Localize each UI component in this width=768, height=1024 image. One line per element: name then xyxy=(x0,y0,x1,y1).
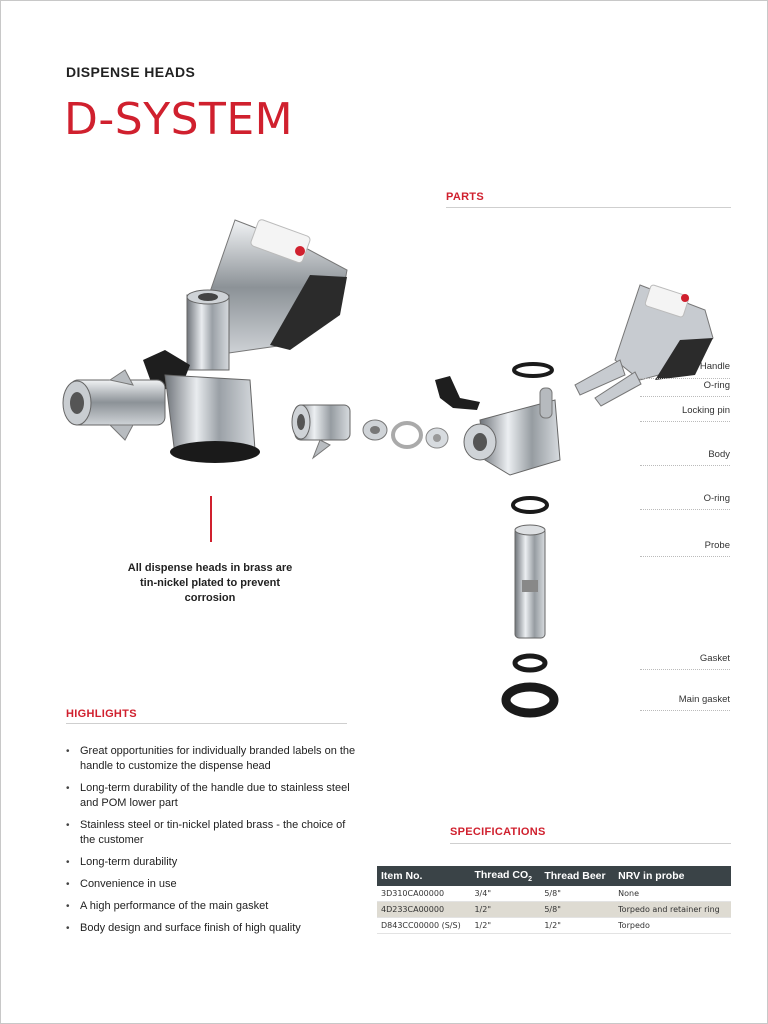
part-label-main-gasket: Main gasket xyxy=(678,694,730,705)
table-row xyxy=(377,902,731,918)
specifications-rule xyxy=(450,843,731,844)
plating-caption: All dispense heads in brass are tin-nickel plated to prevent corrosion xyxy=(127,562,293,604)
cell-thread-co2: 3/4" xyxy=(470,886,540,902)
section-kicker: DISPENSE HEADS xyxy=(66,64,196,80)
highlight-item: • Convenience in use xyxy=(66,877,356,892)
cell-thread-beer: 5/8" xyxy=(540,902,614,918)
col-thread-beer: Thread Beer xyxy=(540,866,614,886)
parts-rule xyxy=(446,207,731,208)
cell-thread-beer: 5/8" xyxy=(540,886,614,902)
cell-nrv: Torpedo xyxy=(614,918,731,934)
col-item-no: Item No. xyxy=(377,866,470,886)
leader-line-handle xyxy=(640,378,730,379)
table-row xyxy=(377,918,731,934)
leader-line-main-gasket xyxy=(640,710,730,711)
specifications-heading: SPECIFICATIONS xyxy=(450,826,546,838)
cell-thread-co2: 1/2" xyxy=(470,918,540,934)
leader-line-locking-pin xyxy=(640,421,730,422)
cell-item-no: 4D233CA00000 xyxy=(377,902,470,918)
highlight-item: • A high performance of the main gasket xyxy=(66,899,356,914)
part-label-handle: Handle xyxy=(699,361,730,372)
leader-line-o-ring-lower xyxy=(640,509,730,510)
cell-item-no: D843CC00000 (S/S) xyxy=(377,918,470,934)
highlight-item: • Long-term durability xyxy=(66,855,356,870)
table-row xyxy=(377,886,731,902)
highlight-item: • Great opportunities for individually branded labels on the handle to customize the dispense head xyxy=(66,744,356,774)
leader-line-gasket xyxy=(640,669,730,670)
col-thread-co2: Thread $CO_2$ xyxy=(470,866,540,886)
highlights-heading: HIGHLIGHTS xyxy=(66,708,137,720)
highlight-item: • Body design and surface finish of high quality xyxy=(66,921,356,936)
page-title: D-SYSTEM xyxy=(64,94,294,145)
part-label-o-ring-upper: O-ring xyxy=(703,380,730,391)
leader-line-body xyxy=(640,465,730,466)
cell-nrv: Torpedo and retainer ring xyxy=(614,902,731,918)
specifications-table xyxy=(377,866,731,934)
part-label-body: Body xyxy=(708,449,730,460)
part-label-o-ring-lower: O-ring xyxy=(703,493,730,504)
highlight-item: • Stainless steel or tin-nickel plated brass - the choice of the customer xyxy=(66,818,356,848)
parts-heading: PARTS xyxy=(446,191,484,203)
part-label-probe: Probe xyxy=(704,540,730,551)
table-header-row xyxy=(377,866,731,886)
cell-thread-beer: 1/2" xyxy=(540,918,614,934)
cell-thread-co2: 1/2" xyxy=(470,902,540,918)
highlights-list xyxy=(66,744,356,943)
caption-accent-bar xyxy=(210,496,212,542)
cell-nrv: None xyxy=(614,886,731,902)
col-nrv-in-probe: NRV in probe xyxy=(614,866,731,886)
highlights-rule xyxy=(66,723,347,724)
leader-line-o-ring-upper xyxy=(640,396,730,397)
part-label-locking-pin: Locking pin xyxy=(681,405,730,416)
exploded-parts-illustration xyxy=(285,280,725,720)
part-label-gasket: Gasket xyxy=(699,653,730,664)
leader-line-probe xyxy=(640,556,730,557)
highlight-item: • Long-term durability of the handle due to stainless steel and POM lower part xyxy=(66,781,356,811)
cell-item-no: 3D310CA00000 xyxy=(377,886,470,902)
